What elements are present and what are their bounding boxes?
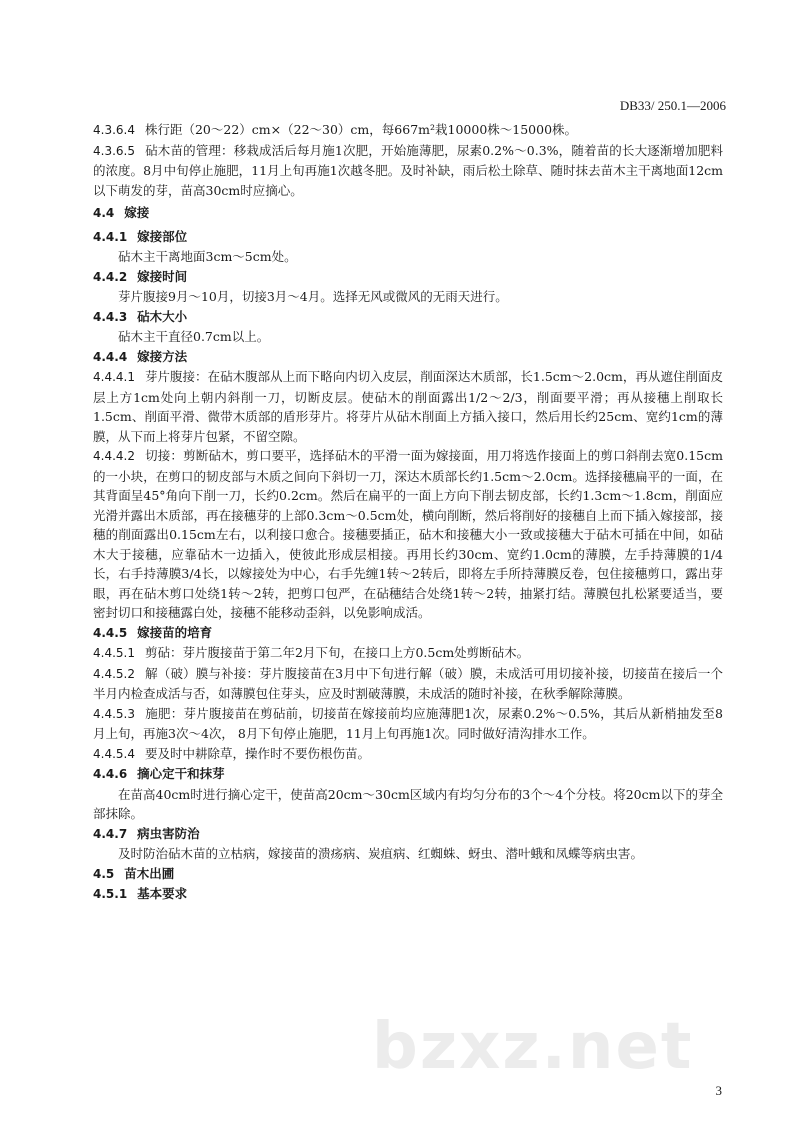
clause-text: 砧木苗的管理：移栽成活后每月施1次肥，开始施薄肥，尿素0.2%～0.3%，随着苗的长大逐渐增加肥料的浓度。8月中旬停止施肥，11月上旬再施1次越冬肥。及时补缺，雨后松土除草、随时抹去苗木主干离地面12cm以下萌发的芽，苗高30cm时应摘心。 [93, 142, 723, 198]
clause-number: 4.4.5.3 [93, 706, 135, 721]
clause-4-4-4-1 [93, 367, 723, 446]
subsection-heading-4-4-4 [93, 347, 723, 368]
clause-text: 株行距（20～22）cm×（22～30）cm，每667m²栽10000株～15000株。 [144, 122, 578, 137]
section-title: 嫁接部位 [137, 228, 188, 244]
section-heading-4-4 [93, 203, 723, 224]
clause-text: 解（破）膜与补接：芽片腹接苗在3月中下旬进行解（破）膜，未成活可用切接补接，切接苗在接后一个半月内检查成活与否，如薄膜包住芽头，应及时割破薄膜，未成活的随时补接，在秋季解除薄膜。 [93, 665, 723, 701]
clause-4-4-4-2 [93, 446, 723, 623]
clause-text: 切接：剪断砧木，剪口要平，选择砧木的平滑一面为嫁接面，用刀将选作接面上的剪口斜削去宽0.15cm的一小块，在剪口的韧皮部与木质之间向下斜切一刀，深达木质部长约1.5cm～2.0cm。选择接穗扁平的一面，在其背面呈45°角向下削一刀，长约0.2cm。然后在扁平的一面上方向下削去韧皮部，长约1.3cm～1.8cm，削面应光滑并露出木质部，再在接穗芽的上部0.3cm～0.5cm处，横向削断，然后将削好的接穗自上而下插入嫁接部，接穗的削面露出0.15cm左右，以利接口愈合。接穗要插正，砧木和接穗大小一致或接穗大于砧木可插在中间，如砧木大于接穗，应靠砧木一边插入，使彼此形成层相接。再用长约30cm、宽约1.0cm的薄膜，左手持薄膜的1/4长，右手持薄膜3/4长，以嫁接处为中心，右手先缠1转～2转后，即将左手所持薄膜反卷，包住接穗剪口，露出芽眼，再在砧木剪口处绕1转～2转，把剪口包严，在砧穗结合处绕1转～2转，抽紧打结。薄膜包扎松紧要适当，要密封切口和接穗露白处，接穗不能移动歪斜，以免影响成活。 [93, 448, 723, 620]
section-number: 4.4.4 [93, 349, 128, 364]
section-number: 4.5.1 [93, 887, 128, 901]
section-title: 基本要求 [137, 886, 188, 901]
clause-4-4-5-1 [93, 643, 723, 664]
subsection-heading-4-4-7 [93, 824, 723, 845]
section-title: 嫁接时间 [137, 268, 188, 284]
clause-4-4-5-3 [93, 704, 723, 744]
section-title: 病虫害防治 [137, 825, 200, 841]
section-heading-4-5 [93, 864, 723, 885]
section-number: 4.4.7 [93, 826, 128, 841]
page-number: 3 [715, 1083, 722, 1098]
clause-text: 芽片腹接：在砧木腹部从上而下略向内切入皮层，削面深达木质部，长1.5cm～2.0cm，再从遮住削面皮层上方1cm处向上朝内斜削一刀，切断皮层。使砧木的削面露出1/2～2/3，削面要平滑；再从接穗上削取长1.5cm、削面平滑、微带木质部的盾形芽片。将芽片从砧木削面上方插入接口，然后用长约25cm、宽约1cm的薄膜，从下而上将芽片包紧，不留空隙。 [93, 369, 723, 444]
section-title: 苗木出圃 [124, 865, 175, 881]
clause-number: 4.4.5.4 [93, 746, 135, 761]
clause-number: 4.4.4.1 [93, 370, 135, 384]
document-body [93, 120, 723, 905]
section-number: 4.4.1 [93, 229, 128, 244]
paragraph: 砧木主干直径0.7cm以上。 [118, 329, 270, 344]
clause-text: 剪砧：芽片腹接苗于第二年2月下旬，在接口上方0.5cm处剪断砧木。 [144, 645, 530, 660]
paragraph: 在苗高40cm时进行摘心定干，使苗高20cm～30cm区域内有均匀分布的3个～4个分枝。将20cm以下的芽全部抹除。 [93, 786, 723, 821]
section-title: 嫁接 [124, 205, 150, 220]
clause-4-3-6-5 [93, 141, 723, 201]
subsection-heading-4-4-6 [93, 764, 723, 785]
clause-number: 4.3.6.4 [93, 123, 135, 137]
section-number: 4.4.3 [93, 309, 128, 324]
section-title: 嫁接苗的培育 [137, 624, 213, 640]
subsection-heading-4-4-5 [93, 623, 723, 644]
clause-text: 施肥：芽片腹接苗在剪砧前，切接苗在嫁接前均应施薄肥1次，尿素0.2%～0.5%，其后从新梢抽发至8月上旬，再施3次～4次， 8月下旬停止施肥，11月上旬再施1次。同时做好清沟排水工作。 [93, 705, 723, 741]
paragraph: 砧木主干离地面3cm～5cm处。 [118, 249, 297, 264]
standard-code: DB33/ 250.1—2006 [619, 98, 726, 113]
watermark: bzxz.net [372, 1010, 694, 1084]
section-title: 嫁接方法 [137, 348, 188, 364]
section-number: 4.4 [93, 206, 115, 220]
clause-4-4-5-4 [93, 744, 723, 765]
subsection-heading-4-4-2 [93, 267, 723, 288]
clause-4-3-6-4 [93, 120, 723, 141]
clause-number: 4.4.4.2 [93, 449, 135, 463]
clause-number: 4.4.5.1 [93, 646, 135, 660]
subsection-heading-4-5-1 [93, 884, 723, 905]
clause-4-4-5-2 [93, 664, 723, 704]
clause-text: 要及时中耕除草，操作时不要伤根伤苗。 [144, 745, 370, 761]
section-number: 4.5 [93, 866, 115, 881]
section-number: 4.4.6 [93, 767, 128, 781]
paragraph: 及时防治砧木苗的立枯病，嫁接苗的溃疡病、炭疽病、红蜘蛛、蚜虫、潜叶蛾和凤蝶等病虫害。 [118, 846, 644, 861]
paragraph: 芽片腹接9月～10月，切接3月～4月。选择无风或微风的无雨天进行。 [118, 289, 508, 304]
clause-number: 4.3.6.5 [93, 143, 135, 158]
subsection-heading-4-4-1 [93, 227, 723, 248]
section-number: 4.4.5 [93, 625, 128, 640]
section-title: 摘心定干和抹芽 [137, 766, 225, 781]
subsection-heading-4-4-3 [93, 307, 723, 328]
section-title: 砧木大小 [137, 308, 188, 324]
section-number: 4.4.2 [93, 269, 128, 284]
clause-number: 4.4.5.2 [93, 666, 135, 681]
